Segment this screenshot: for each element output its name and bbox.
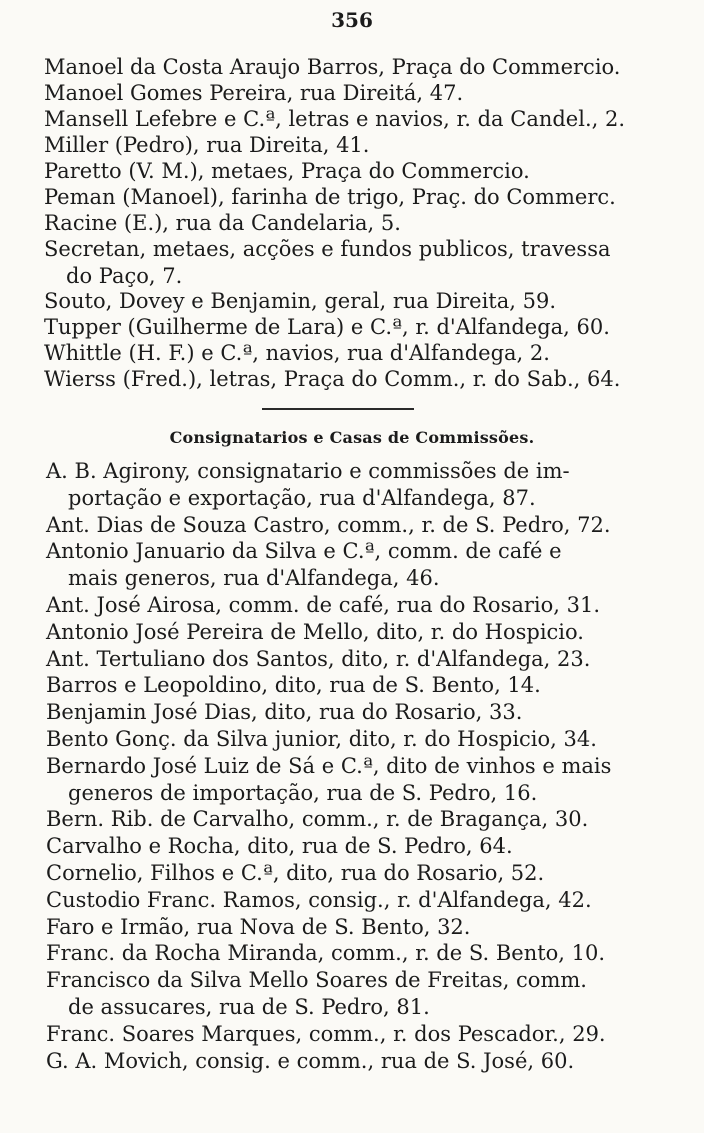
directory-entry <box>46 860 544 887</box>
directory-entry <box>44 210 401 237</box>
entry-line: Bern. Rib. de Carvalho, comm., r. de Bragança, 30. <box>46 807 589 832</box>
directory-entry <box>44 132 369 159</box>
entry-line: Souto, Dovey e Benjamin, geral, rua Direita, 59. <box>44 289 557 313</box>
directory-entry <box>46 833 513 860</box>
entry-continuation-line: portação e exportação, rua d'Alfandega, 87. <box>68 486 536 510</box>
directory-entry <box>44 184 616 211</box>
directory-entry <box>46 806 588 833</box>
entry-line: Antonio José Pereira de Mello, dito, r. do Hospicio. <box>46 619 584 644</box>
entry-line: Faro e Irmão, rua Nova de S. Bento, 32. <box>46 914 471 939</box>
entry-line: Antonio Januario da Silva e C.ª, comm. de café e <box>46 539 562 564</box>
directory-entry <box>46 619 584 646</box>
entry-line: Racine (E.), rua da Candelaria, 5. <box>44 211 401 235</box>
directory-entry <box>46 538 562 592</box>
entry-continuation-line: do Paço, 7. <box>66 264 183 288</box>
entry-line: Manoel Gomes Pereira, rua Direitá, 47. <box>44 81 464 105</box>
directory-entry <box>44 54 621 81</box>
entry-line: Ant. Tertuliano dos Santos, dito, r. d'Alfandega, 23. <box>46 646 591 671</box>
directory-entry <box>44 340 550 367</box>
directory-entry <box>44 236 611 290</box>
entry-line: Whittle (H. F.) e C.ª, navios, rua d'Alfandega, 2. <box>44 341 550 365</box>
entry-continuation-line: de assucares, rua de S. Pedro, 81. <box>68 995 430 1020</box>
entry-line: Bernardo José Luiz de Sá e C.ª, dito de vinhos e mais <box>46 753 612 778</box>
directory-entry <box>46 672 541 699</box>
directory-entry <box>46 940 605 967</box>
directory-entry <box>46 699 522 726</box>
entry-line: Francisco da Silva Mello Soares de Freitas, comm. <box>46 968 587 993</box>
entry-line: Manoel da Costa Araujo Barros, Praça do Commercio. <box>44 55 621 79</box>
entry-continuation-line: mais generos, rua d'Alfandega, 46. <box>68 566 440 591</box>
directory-entry <box>46 887 592 914</box>
entry-line: Ant. José Airosa, comm. de café, rua do Rosario, 31. <box>46 593 601 617</box>
directory-entry <box>46 592 600 619</box>
entry-line: Franc. da Rocha Miranda, comm., r. de S. Bento, 10. <box>46 941 606 966</box>
entry-line: Mansell Lefebre e C.ª, letras e navios, r. da Candel., 2. <box>44 107 626 131</box>
directory-entry <box>44 106 625 133</box>
entry-line: G. A. Movich, consig. e comm., rua de S. José, 60. <box>46 1048 575 1073</box>
entry-line: Cornelio, Filhos e C.ª, dito, rua do Rosario, 52. <box>46 861 545 885</box>
directory-entry <box>46 512 611 539</box>
directory-entry <box>46 1048 574 1075</box>
entry-line: A. B. Agirony, consignatario e commissões de im- <box>46 459 570 483</box>
entry-line: Barros e Leopoldino, dito, rua de S. Bento, 14. <box>46 673 541 698</box>
directory-entry <box>46 646 590 673</box>
entry-line: Secretan, metaes, acções e fundos publicos, travessa <box>44 237 611 261</box>
entry-line: Benjamin José Dias, dito, rua do Rosario, 33. <box>46 700 523 725</box>
section-divider <box>262 408 414 410</box>
entry-line: Wierss (Fred.), letras, Praça do Comm., r. do Sab., 64. <box>44 367 621 391</box>
section-heading: Consignatarios e Casas de Commissões. <box>169 428 535 447</box>
entry-line: Franc. Soares Marques, comm., r. dos Pescador., 29. <box>46 1021 606 1046</box>
directory-entry <box>46 967 587 1021</box>
directory-entry <box>44 158 530 185</box>
directory-entry <box>44 366 620 393</box>
entry-line: Paretto (V. M.), metaes, Praça do Commercio. <box>44 159 530 183</box>
directory-entry <box>46 1021 606 1048</box>
directory-entry <box>46 753 611 807</box>
entry-line: Carvalho e Rocha, dito, rua de S. Pedro, 64. <box>46 834 513 859</box>
directory-entry <box>46 914 470 941</box>
entry-line: Ant. Dias de Souza Castro, comm., r. de S. Pedro, 72. <box>46 512 611 537</box>
directory-entry <box>44 288 556 315</box>
entry-continuation-line: generos de importação, rua de S. Pedro, 16. <box>68 780 538 805</box>
page-number: 356 <box>331 8 373 32</box>
entry-line: Tupper (Guilherme de Lara) e C.ª, r. d'Alfandega, 60. <box>44 315 610 339</box>
directory-entry <box>46 458 570 512</box>
directory-entry <box>44 314 610 341</box>
directory-entry <box>46 726 597 753</box>
entry-line: Bento Gonç. da Silva junior, dito, r. do Hospicio, 34. <box>46 727 597 751</box>
directory-entry <box>44 80 463 107</box>
entry-line: Custodio Franc. Ramos, consig., r. d'Alfandega, 42. <box>46 887 592 912</box>
entry-line: Miller (Pedro), rua Direita, 41. <box>44 133 370 157</box>
entry-line: Peman (Manoel), farinha de trigo, Praç. do Commerc. <box>44 185 616 209</box>
